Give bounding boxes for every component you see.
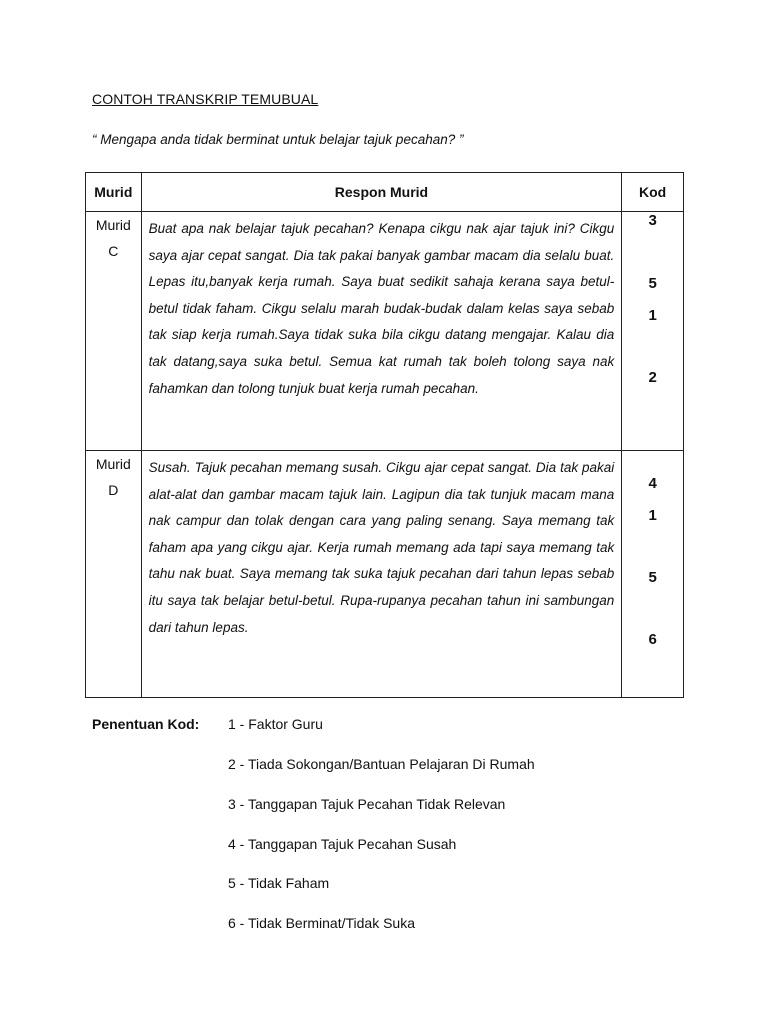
student-letter: C xyxy=(108,243,119,259)
code-cell xyxy=(622,212,684,451)
interview-question: “ Mengapa anda tidak berminat untuk belajar tajuk pecahan? ” xyxy=(92,132,464,147)
header-murid: Murid xyxy=(86,173,142,212)
table-header-row xyxy=(86,173,684,212)
student-letter: D xyxy=(108,482,119,498)
legend-item-4: 4 - Tanggapan Tajuk Pecahan Susah xyxy=(228,836,457,852)
response-text: Susah. Tajuk pecahan memang susah. Cikgu ajar cepat sangat. Dia tak pakai alat-alat dan gambar macam tajuk lain. Lagipun dia tak tunjuk macam mana nak campur dan tolak dengan cara yang paling senang. Saya memang tak faham apa yang cikgu ajar. Kerja rumah memang ada tapi saya memang tak tahu nak buat. Saya memang tak suka tajuk pecahan dari tahun lepas sebab itu saya tak belajar betul-betul. Rupa-rupanya pecahan tahun ini sambungan dari tahun lepas. xyxy=(141,451,622,698)
code-value: 1 xyxy=(648,307,657,324)
code-value: 6 xyxy=(648,631,657,648)
header-respon-murid: Respon Murid xyxy=(141,173,622,212)
response-text: Buat apa nak belajar tajuk pecahan? Kenapa cikgu nak ajar tajuk ini? Cikgu saya ajar cepat sangat. Dia tak pakai banyak gambar macam dia selalu buat. Lepas itu,banyak kerja rumah. Saya buat sedikit sahaja kerana saya betul-betul tidak faham. Cikgu selalu marah budak-budak dalam kelas saya sebab tak siap kerja rumah.Saya tidak suka bila cikgu datang mengajar. Kalau dia tak datang,saya suka betul. Semua kat rumah tak boleh tolong saya nak fahamkan dan tolong tunjuk buat kerja rumah pecahan. xyxy=(141,212,622,451)
student-cell xyxy=(86,212,142,451)
code-cell xyxy=(622,451,684,698)
legend-item-6: 6 - Tidak Berminat/Tidak Suka xyxy=(228,915,416,931)
legend-item-2: 2 - Tiada Sokongan/Bantuan Pelajaran Di Rumah xyxy=(228,756,535,772)
student-label: Murid xyxy=(95,217,131,233)
header-kod: Kod xyxy=(622,173,684,212)
code-value: 5 xyxy=(648,569,657,586)
code-value: 1 xyxy=(648,507,657,524)
table-row-murid-c xyxy=(86,212,684,451)
code-legend-label: Penentuan Kod: xyxy=(92,716,200,732)
code-value: 2 xyxy=(648,369,657,386)
code-value: 3 xyxy=(648,212,657,229)
code-value: 4 xyxy=(648,475,657,492)
table-row-murid-d xyxy=(86,451,684,698)
legend-item-5: 5 - Tidak Faham xyxy=(228,875,330,891)
transcript-table xyxy=(85,172,684,698)
student-cell xyxy=(86,451,142,698)
legend-item-1: 1 - Faktor Guru xyxy=(228,716,323,732)
student-label: Murid xyxy=(95,456,131,472)
code-value: 5 xyxy=(648,275,657,292)
legend-item-3: 3 - Tanggapan Tajuk Pecahan Tidak Relevan xyxy=(228,796,506,812)
document-title: CONTOH TRANSKRIP TEMUBUAL xyxy=(92,91,319,107)
